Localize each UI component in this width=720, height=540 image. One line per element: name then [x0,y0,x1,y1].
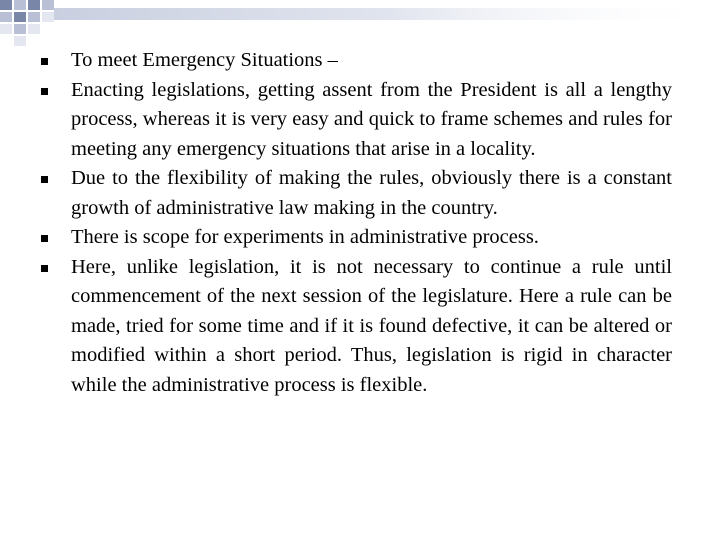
bullet-item-enacting-legislations [38,76,672,165]
bullet-item-experiments [38,223,672,253]
bullet-square-icon [41,235,48,242]
bullet-list [38,46,672,400]
bullet-item-flexibility [38,164,672,223]
bullet-text: To meet Emergency Situations – [71,49,338,71]
bullet-square-icon [41,58,48,65]
bullet-text: There is scope for experiments in administrative process. [71,226,539,248]
bullet-text: Due to the flexibility of making the rules, obviously there is a constant growth of administrative law making in the country. [71,167,672,219]
bullet-square-icon [41,88,48,95]
bullet-item-rule-flexibility [38,253,672,401]
bullet-item-emergency-situations [38,46,672,76]
decorative-header-pattern [0,0,720,48]
slide-content [38,46,672,400]
bullet-text: Here, unlike legislation, it is not necessary to continue a rule until commencement of the next session of the legislature. Here a rule can be made, tried for some time and if it is found defective, it can be altered or modified within a short period. Thus, legislation is rigid in character while the administrative process is flexible. [71,255,672,396]
bullet-text: Enacting legislations, getting assent from the President is all a lengthy process, whereas it is very easy and quick to frame schemes and rules for meeting any emergency situations that arise in a locality. [71,78,672,160]
bullet-square-icon [41,176,48,183]
bullet-square-icon [41,265,48,272]
